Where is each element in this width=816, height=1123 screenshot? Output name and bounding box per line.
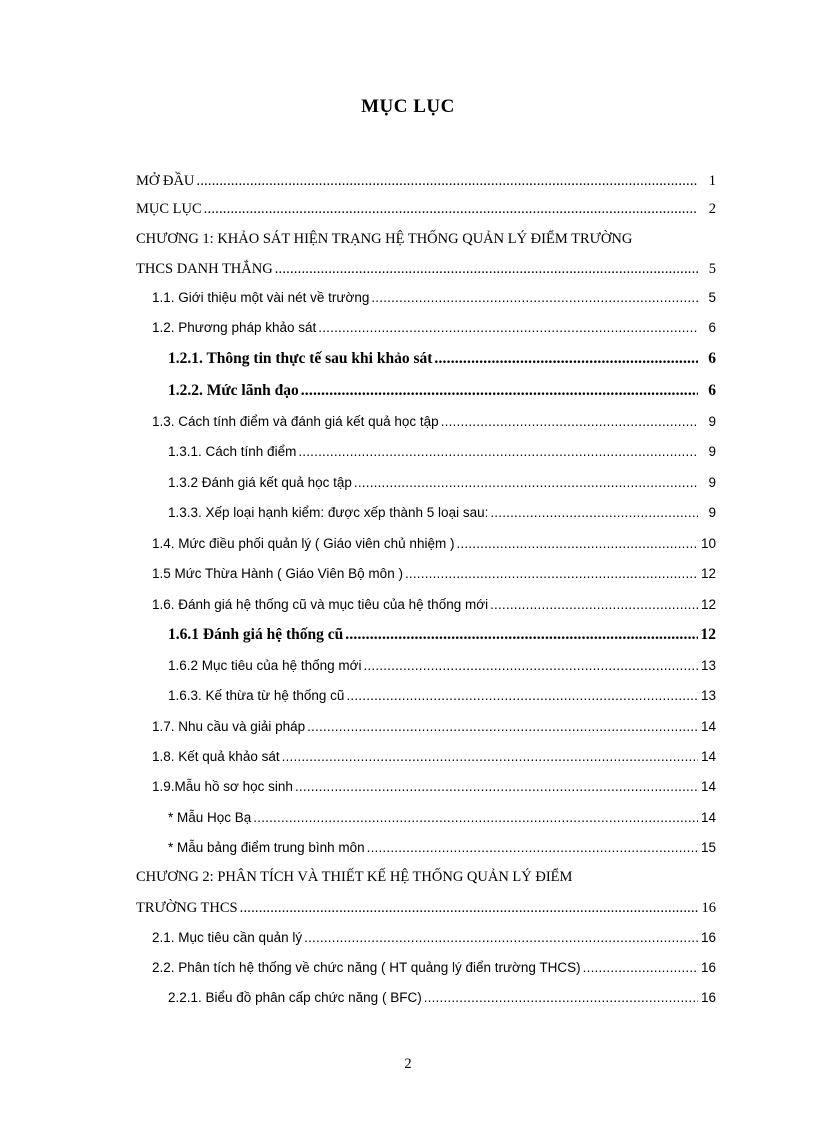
- toc-leader-dots: [583, 957, 698, 979]
- toc-entry-page: 9: [708, 475, 716, 490]
- toc-entry-label: * Mẫu bảng điểm trung bình môn: [168, 840, 365, 855]
- toc-entry-page: 6: [708, 320, 716, 335]
- toc-leader-dots: [318, 317, 698, 339]
- toc-entry-label: 1.7. Nhu cầu và giải pháp: [152, 719, 306, 734]
- toc-entry-1-6-2[interactable]: [168, 655, 716, 677]
- toc-entry-page: 16: [700, 960, 716, 975]
- toc-leader-dots: [346, 685, 698, 707]
- toc-entry-label: 1.5 Mức Thừa Hành ( Giáo Viên Bộ môn ): [152, 566, 403, 581]
- toc-leader-dots: [354, 472, 698, 494]
- toc-leader-dots: [371, 287, 698, 309]
- toc-entry-2-2[interactable]: [152, 957, 716, 979]
- toc-entry-chapter-2[interactable]: [136, 897, 716, 919]
- toc-entry-page: 9: [708, 444, 716, 459]
- toc-entry-page: 14: [700, 779, 716, 794]
- toc-entry-1-9[interactable]: [152, 776, 716, 798]
- toc-entry-1-6-3[interactable]: [168, 685, 716, 707]
- toc-entry-label: 1.9.Mẫu hồ sơ học sinh: [152, 779, 293, 794]
- toc-entry-label: 2.2. Phân tích hệ thống về chức năng ( HT quảng lý điển trường THCS): [152, 960, 581, 975]
- toc-leader-dots: [441, 411, 698, 433]
- toc-chapter-2-line1[interactable]: CHƯƠNG 2: PHÂN TÍCH VÀ THIẾT KẾ HỆ THỐNG QUẢN LÝ ĐIỂM: [136, 869, 573, 885]
- toc-entry-label: * Mẫu Học Bạ: [168, 810, 252, 825]
- page-title: MỤC LỤC: [361, 96, 455, 117]
- toc-leader-dots: [282, 746, 698, 768]
- toc-chapter-1-line1[interactable]: CHƯƠNG 1: KHẢO SÁT HIỆN TRẠNG HỆ THỐNG QUẢN LÝ ĐIỂM TRƯỜNG: [136, 231, 633, 247]
- toc-entry-1-8[interactable]: [152, 746, 716, 768]
- toc-entry-label: 1.6. Đánh giá hệ thống cũ và mục tiêu của hệ thống mới: [152, 597, 489, 612]
- toc-entry-1-5[interactable]: [152, 563, 716, 585]
- toc-entry-page: 12: [700, 597, 716, 612]
- toc-entry-1-2-1[interactable]: [168, 348, 716, 370]
- toc-entry-label: MỞ ĐẦU: [136, 173, 195, 189]
- page-number: 2: [404, 1056, 412, 1072]
- toc-leader-dots: [298, 441, 698, 463]
- toc-leader-dots: [490, 502, 698, 524]
- toc-entry-muc-luc[interactable]: [136, 198, 716, 220]
- toc-leader-dots: [295, 776, 698, 798]
- toc-entry-page: 6: [708, 350, 716, 367]
- toc-leader-dots: [307, 716, 698, 738]
- toc-entry-1-7[interactable]: [152, 716, 716, 738]
- toc-entry-label: 1.3.1. Cách tính điểm: [168, 444, 297, 459]
- toc-leader-dots: [275, 258, 698, 280]
- toc-entry-page: 13: [700, 688, 716, 703]
- toc-entry-label: 1.3.2 Đánh giá kết quả học tập: [168, 475, 352, 490]
- toc-entry-page: 1: [708, 173, 716, 189]
- toc-entry-mau-hoc-ba[interactable]: [168, 807, 716, 829]
- toc-entry-label: 1.4. Mức điều phối quản lý ( Giáo viên chủ nhiệm ): [152, 536, 455, 551]
- toc-entry-1-2[interactable]: [152, 317, 716, 339]
- toc-entry-label: 1.2. Phương pháp khảo sát: [152, 320, 317, 335]
- toc-entry-page: 9: [708, 505, 716, 520]
- toc-entry-label: 2.1. Mục tiêu cần quản lý: [152, 930, 303, 945]
- toc-entry-1-1[interactable]: [152, 287, 716, 309]
- toc-entry-page: 15: [700, 840, 716, 855]
- toc-leader-dots: [196, 170, 698, 192]
- toc-entry-label: TRƯỜNG THCS: [136, 900, 238, 916]
- toc-leader-dots: [301, 380, 698, 402]
- toc-leader-dots: [456, 533, 698, 555]
- toc-entry-label: 1.2.2. Mức lãnh đạo: [168, 382, 299, 399]
- toc-entry-label: 1.3.3. Xếp loại hạnh kiểm: được xếp thành 5 loại sau:: [168, 505, 489, 520]
- toc-entry-label: 1.6.3. Kế thừa từ hệ thống cũ: [168, 688, 345, 703]
- toc-entry-label: 2.2.1. Biểu đồ phân cấp chức năng ( BFC): [168, 990, 422, 1005]
- toc-entry-page: 16: [700, 930, 716, 945]
- toc-entry-1-6-1[interactable]: [168, 624, 716, 646]
- toc-entry-1-3[interactable]: [152, 411, 716, 433]
- toc-entry-1-3-3[interactable]: [168, 502, 716, 524]
- toc-entry-1-4[interactable]: [152, 533, 716, 555]
- toc-entry-page: 12: [700, 626, 716, 643]
- toc-leader-dots: [490, 594, 698, 616]
- toc-entry-page: 14: [700, 810, 716, 825]
- toc-entry-page: 6: [708, 382, 716, 399]
- toc-entry-page: 10: [700, 536, 716, 551]
- toc-entry-page: 5: [708, 290, 716, 305]
- toc-entry-1-6[interactable]: [152, 594, 716, 616]
- toc-entry-page: 2: [708, 201, 716, 217]
- toc-leader-dots: [405, 563, 698, 585]
- toc-entry-2-2-1[interactable]: [168, 987, 716, 1009]
- toc-entry-label: THCS DANH THẮNG: [136, 261, 273, 277]
- toc-entry-label: 1.1. Giới thiệu một vài nét về trường: [152, 290, 370, 305]
- toc-entry-label: 1.2.1. Thông tin thực tế sau khi khảo sát: [168, 350, 433, 367]
- toc-entry-1-3-2[interactable]: [168, 472, 716, 494]
- toc-entry-page: 5: [708, 261, 716, 277]
- toc-entry-1-3-1[interactable]: [168, 441, 716, 463]
- toc-entry-2-1[interactable]: [152, 927, 716, 949]
- toc-leader-dots: [363, 655, 698, 677]
- toc-leader-dots: [367, 837, 698, 859]
- toc-entry-page: 9: [708, 414, 716, 429]
- toc-entry-page: 14: [700, 749, 716, 764]
- toc-leader-dots: [424, 987, 698, 1009]
- toc-leader-dots: [240, 897, 698, 919]
- toc-entry-page: 12: [700, 566, 716, 581]
- toc-entry-label: 1.6.1 Đánh giá hệ thống cũ: [168, 626, 344, 643]
- toc-entry-page: 14: [700, 719, 716, 734]
- toc-leader-dots: [345, 624, 698, 646]
- toc-entry-label: 1.8. Kết quả khảo sát: [152, 749, 280, 764]
- toc-leader-dots: [204, 198, 698, 220]
- toc-entry-page: 16: [700, 990, 716, 1005]
- toc-entry-mau-bang-diem[interactable]: [168, 837, 716, 859]
- toc-entry-chapter-1[interactable]: [136, 258, 716, 280]
- toc-leader-dots: [304, 927, 698, 949]
- toc-entry-label: MỤC LỤC: [136, 201, 202, 217]
- toc-entry-label: 1.3. Cách tính điểm và đánh giá kết quả học tập: [152, 414, 439, 429]
- toc-entry-page: 16: [701, 900, 716, 916]
- toc-leader-dots: [253, 807, 698, 829]
- toc-entry-label: 1.6.2 Mục tiêu của hệ thống mới: [168, 658, 362, 673]
- toc-entry-1-2-2[interactable]: [168, 380, 716, 402]
- toc-leader-dots: [434, 348, 698, 370]
- toc-entry-page: 13: [700, 658, 716, 673]
- toc-entry-mo-dau[interactable]: [136, 170, 716, 192]
